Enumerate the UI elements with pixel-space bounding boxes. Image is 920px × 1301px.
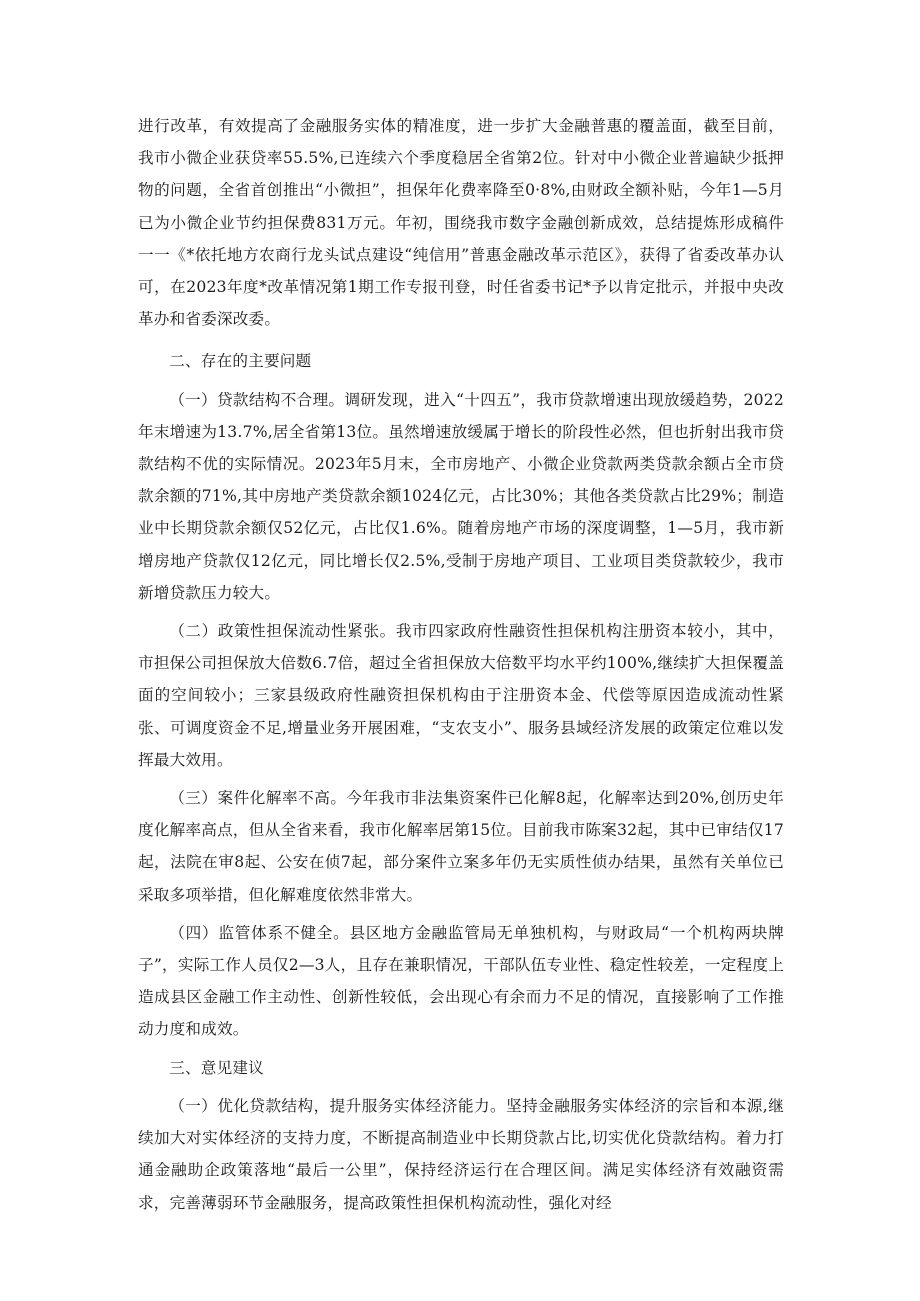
paragraph-supervision-system: （四）监管体系不健全。县区地方金融监管局无单独机构，与财政局“一个机构两块牌子”，实际工作人员仅2—3人，且存在兼职情况，干部队伍专业性、稳定性较差，一定程度上造成县区金融工作主动性、创新性较低，会出现心有余而力不足的情况，直接影响了工作推动力度和成效。 xyxy=(138,923,784,1039)
paragraph-optimize-loans: （一）优化贷款结构，提升服务实体经济能力。坚持金融服务实体经济的宗旨和本源,继续加大对实体经济的支持力度，不断提高制造业中长期贷款占比,切实优化贷款结构。着力打通金融助企政策落地“最后一公里”，保持经济运行在合理区间。满足实体经济有效融资需求，完善薄弱环节金融服务，提高政策性担保机构流动性，强化对经 xyxy=(138,1096,784,1212)
spacer xyxy=(138,335,784,345)
paragraph-case-resolution: （三）案件化解率不高。今年我市非法集资案件已化解8起，化解率达到20%,创历史年度化解率高点，但从全省来看，我市化解率居第15位。目前我市陈案32起，其中已审结仅17起，法院在审8起、公安在侦7起，部分案件立案多年仍无实质性侦办结果，虽然有关单位已采取多项举措，但化解难度依然非常大。 xyxy=(138,789,784,904)
paragraph-intro-continued: 进行改革，有效提高了金融服务实体的精准度，进一步扩大金融普惠的覆盖面，截至目前，我市小微企业获贷率55.5%,已连续六个季度稳居全省第2位。针对中小微企业普遍缺少抵押物的问题，全省首创推出“小微担”，担保年化费率降至0·8%,由财政全额补贴，今年1—5月已为小微企业节约担保费831万元。年初，围绕我市数字金融创新成效，总结提炼形成稿件一一《*依托地方农商行龙头试点建设“纯信用”普惠金融改革示范区》，获得了省委改革办认可，在2023年度*改革情况第1期工作专报刊登，时任省委书记*予以肯定批示，并报中央改革办和省委深改委。 xyxy=(138,117,784,329)
document-page xyxy=(138,110,784,1219)
section-heading-suggestions: 三、意见建议 xyxy=(169,1058,264,1077)
paragraph-loan-structure: （一）贷款结构不合理。调研发现，进入“十四五”，我市贷款增速出现放缓趋势，2022年末增速为13.7%,居全省第13位。虽然增速放缓属于增长的阶段性必然，但也折射出我市贷款结构不优的实际情况。2023年5月末，全市房地产、小微企业贷款两类贷款余额占全市贷款余额的71%,其中房地产类贷款余额1024亿元，占比30%；其他各类贷款占比29%；制造业中长期贷款余额仅52亿元，占比仅1.6%。随着房地产市场的深度调整，1—5月，我市新增房地产贷款仅12亿元，同比增长仅2.5%,受制于房地产项目、工业项目类贷款较少，我市新增贷款压力较大。 xyxy=(138,390,784,602)
paragraph-guarantee-liquidity: （二）政策性担保流动性紧张。我市四家政府性融资性担保机构注册资本较小，其中，市担保公司担保放大倍数6.7倍，超过全省担保放大倍数平均水平约100%,继续扩大担保覆盖面的空间较小；三家县级政府性融资担保机构由于注册资本金、代偿等原因造成流动性紧张、可调度资金不足,增量业务开展困难，“支农支小”、服务县域经济发展的政策定位难以发挥最大效用。 xyxy=(138,622,784,769)
section-heading-problems: 二、存在的主要问题 xyxy=(169,352,312,371)
